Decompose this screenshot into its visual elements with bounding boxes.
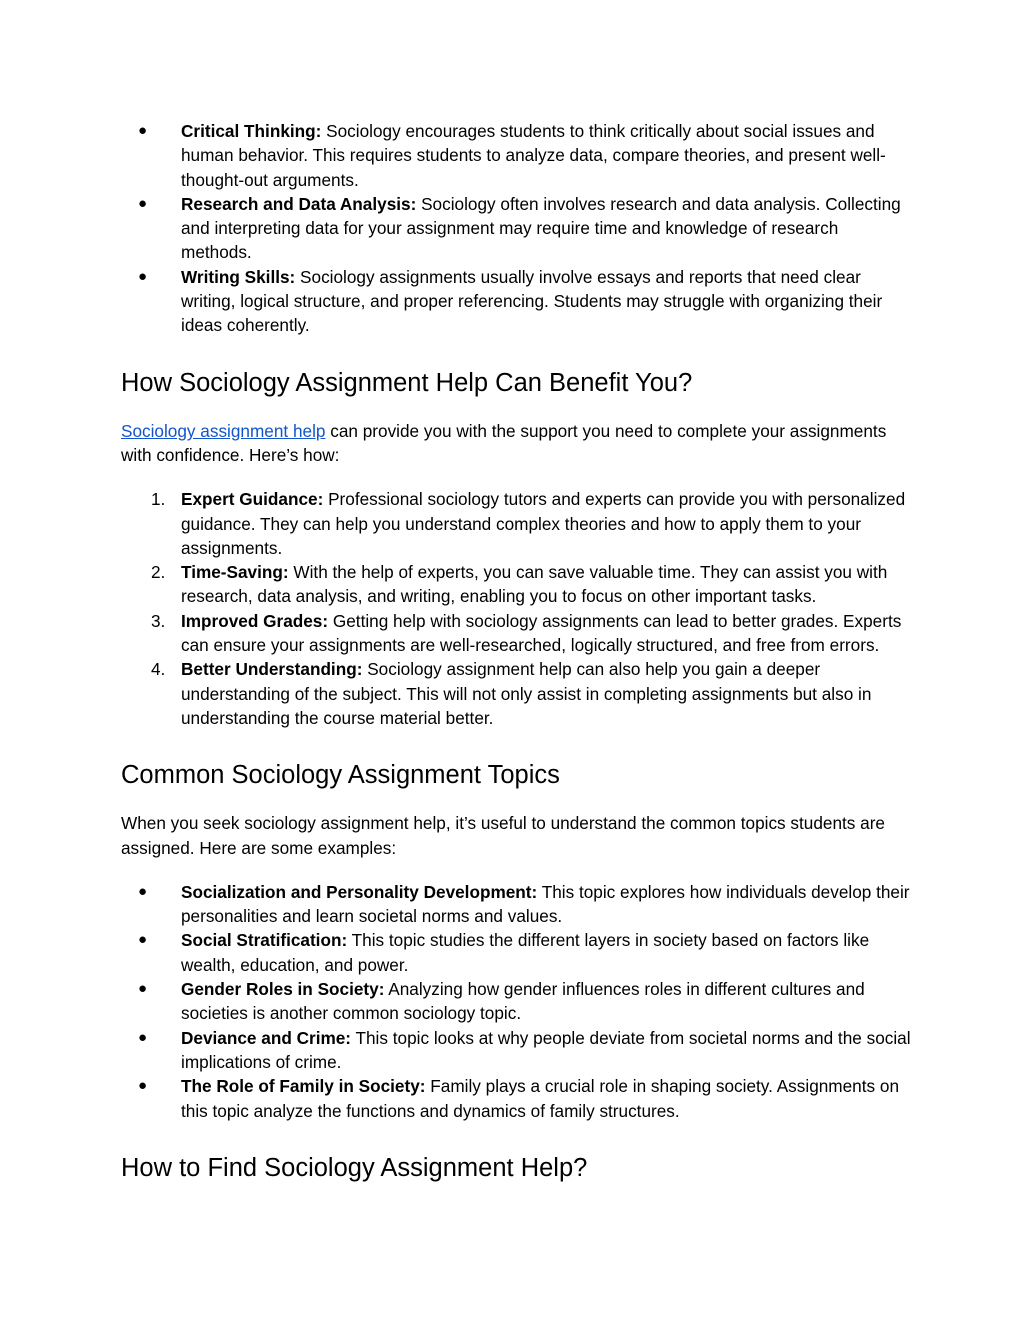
- number-marker: 2.: [151, 562, 166, 583]
- heading-topics: Common Sociology Assignment Topics: [121, 761, 560, 790]
- item-text: Getting help with sociology assignments can lead to better grades. Experts can ensure your assignments are well-researched, logically structured, and free from errors.: [181, 610, 902, 656]
- item-text: Sociology assignments usually involve essays and reports that need clear writing, logical structure, and proper referencing. Students may struggle with organizing their ideas coherently.: [181, 266, 883, 336]
- benefit-numbered-list: [121, 487, 911, 730]
- item-title: Critical Thinking:: [181, 121, 322, 141]
- topics-bullet-list: [121, 880, 911, 1123]
- number-marker: 3.: [151, 610, 166, 631]
- heading-benefit: How Sociology Assignment Help Can Benefit You?: [121, 368, 693, 397]
- item-title: Writing Skills:: [181, 266, 296, 287]
- paragraph-text: can provide you with the support you need to complete your assignments with confidence. Here’s how:: [121, 420, 887, 465]
- topics-paragraph: When you seek sociology assignment help, it’s useful to understand the common topics students are assigned. Here are some examples:: [121, 813, 885, 858]
- number-marker: 4.: [151, 659, 166, 680]
- item-title: Gender Roles in Society:: [181, 979, 385, 1000]
- list-item: [121, 1074, 911, 1123]
- list-item: [121, 880, 911, 929]
- list-item: [121, 265, 911, 338]
- list-item: [121, 560, 911, 609]
- bullet-marker: ●: [138, 931, 148, 949]
- intro-bullet-list: [121, 119, 911, 338]
- item-text: This topic looks at why people deviate from societal norms and the social implications of crime.: [181, 1027, 911, 1072]
- item-text: Sociology often involves research and data analysis. Collecting and interpreting data for your assignment may require time and knowledge of research methods.: [181, 193, 901, 263]
- item-title: Time-Saving:: [181, 562, 289, 583]
- item-text: This topic studies the different layers in society based on factors like wealth, education, and power.: [181, 930, 870, 975]
- item-title: Deviance and Crime:: [181, 1027, 352, 1048]
- item-title: Social Stratification:: [181, 930, 348, 951]
- bullet-marker: ●: [138, 122, 148, 139]
- item-text: Sociology encourages students to think critically about social issues and human behavior. This requires students to analyze data, compare theories, and present well-thought-out arguments.: [181, 121, 886, 190]
- list-item: [121, 1026, 911, 1075]
- bullet-marker: ●: [138, 980, 148, 998]
- list-item: [121, 119, 911, 192]
- bullet-marker: ●: [138, 882, 148, 900]
- list-item: [121, 487, 911, 560]
- list-item: [121, 657, 911, 730]
- heading-find: How to Find Sociology Assignment Help?: [121, 1153, 588, 1182]
- bullet-marker: ●: [138, 267, 148, 285]
- bullet-marker: ●: [138, 194, 148, 212]
- list-item: [121, 977, 911, 1026]
- list-item: [121, 609, 911, 658]
- item-text: Family plays a crucial role in shaping society. Assignments on this topic analyze the functions and dynamics of family structures.: [181, 1076, 900, 1121]
- sociology-assignment-help-link[interactable]: Sociology assignment help: [121, 420, 326, 441]
- item-text: Professional sociology tutors and experts can provide you with personalized guidance. They can help you understand complex theories and how to apply them to your assignments.: [181, 489, 906, 558]
- item-text: Analyzing how gender influences roles in different cultures and societies is another common sociology topic.: [181, 979, 865, 1024]
- item-title: The Role of Family in Society:: [181, 1076, 426, 1097]
- item-text: This topic explores how individuals develop their personalities and learn societal norms and values.: [181, 881, 910, 927]
- item-title: Better Understanding:: [181, 659, 363, 680]
- bullet-marker: ●: [138, 1077, 148, 1095]
- number-marker: 1.: [151, 489, 166, 510]
- item-title: Research and Data Analysis:: [181, 193, 417, 214]
- benefit-paragraph: [121, 419, 911, 468]
- list-item: [121, 192, 911, 265]
- bullet-marker: ●: [138, 1028, 148, 1046]
- item-text: Sociology assignment help can also help you gain a deeper understanding of the subject. This will not only assist in completing assignments but also in understanding the course material better.: [181, 659, 872, 728]
- item-title: Improved Grades:: [181, 610, 329, 631]
- document-page: [121, 119, 911, 1184]
- item-title: Socialization and Personality Development:: [181, 881, 538, 902]
- item-text: With the help of experts, you can save valuable time. They can assist you with research, data analysis, and writing, enabling you to focus on other important tasks.: [181, 562, 888, 607]
- item-title: Expert Guidance:: [181, 489, 324, 510]
- list-item: [121, 928, 911, 977]
